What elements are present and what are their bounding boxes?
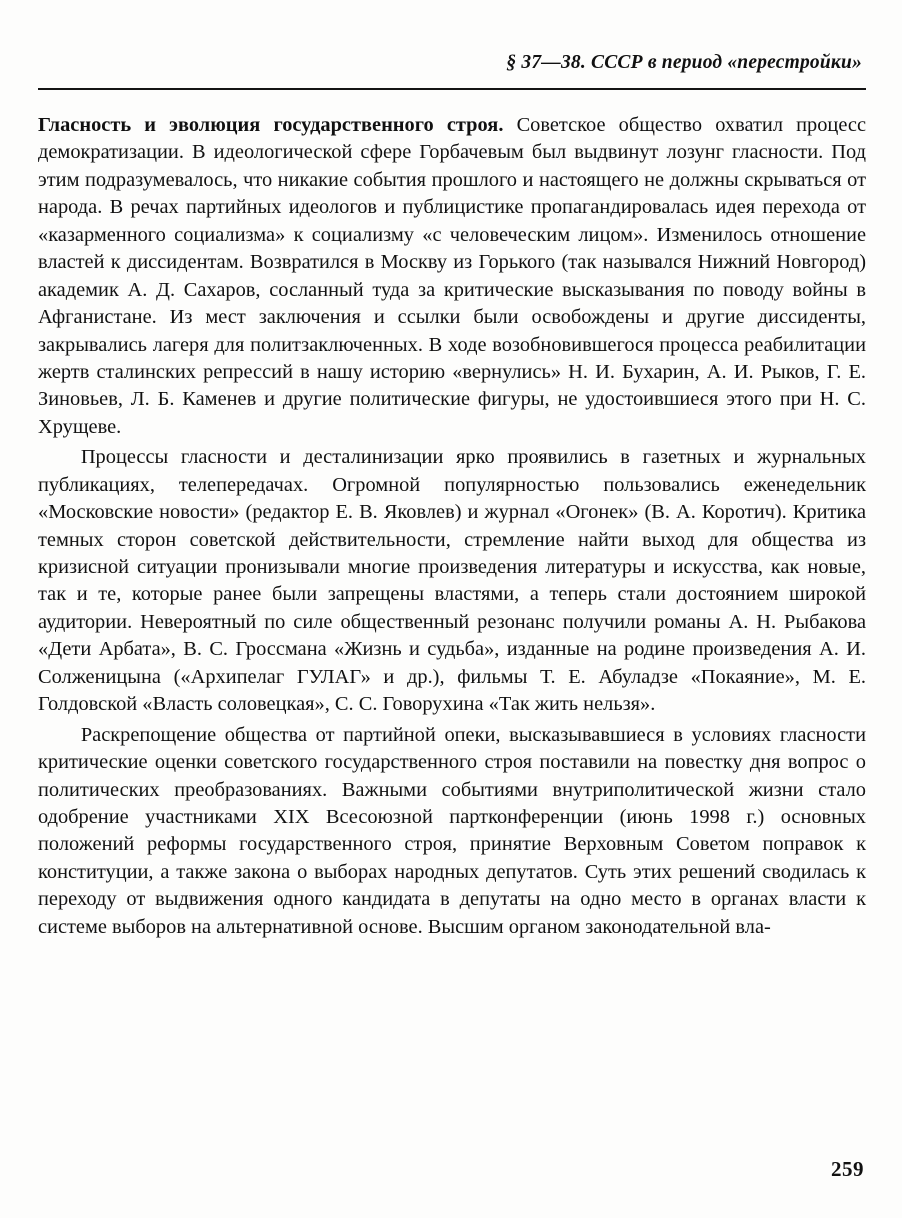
header-rule [38,88,866,90]
body-text [38,112,866,944]
paragraph-1 [38,112,866,441]
paragraph-2: Процессы гласности и десталинизации ярко проявились в газетных и журнальных публикациях, телепередачах. Огромной популярностью пользовались еженедельник «Московские новости» (редактор Е. В. Яковлев) и журнал «Огонек» (В. А. Коротич). Критика темных сторон советской действительности, стремление найти выход для общества из кризисной ситуации пронизывали многие произведения литературы и искусства, как новые, так и те, которые ранее были запрещены властями, а теперь стали достоянием широкой аудитории. Невероятный по силе общественный резонанс получили романы А. Н. Рыбакова «Дети Арбата», В. С. Гроссмана «Жизнь и судьба», изданные на родине произведения А. И. Солженицына («Архипелаг ГУЛАГ» и др.), фильмы Т. Е. Абуладзе «Покаяние», М. Е. Голдовской «Власть соловецкая», С. С. Говорухина «Так жить нельзя». [38,446,866,716]
paragraph-3: Раскрепощение общества от партийной опеки, высказывавшиеся в условиях гласности критические оценки советского государственного строя поставили на повестку дня вопрос о политических преобразованиях. Важными событиями внутриполитической жизни стало одобрение участниками XIX Всесоюзной партконференции (июнь 1998 г.) основных положений реформы государственного строя, принятие Верховным Советом поправок к конституции, а также закона о выборах народных депутатов. Суть этих решений сводилась к переходу от выдвижения одного кандидата в депутаты на одно место в органах власти к системе выборов на альтернативной основе. Высшим органом законодательной вла- [38,723,866,938]
running-head: § 37—38. СССР в период «перестройки» [506,52,862,73]
paragraph-1-text: Советское общество охватил процесс демократизации. В идеологической сфере Горбачевым был выдвинут лозунг гласности. Под этим подразумевалось, что никакие события прошлого и настоящего не должны скрываться от народа. В речах партийных идеологов и публицистике пропагандировалась идея перехода от «казарменного социализма» к социализму «с человеческим лицом». Изменилось отношение властей к диссидентам. Возвратился в Москву из Горького (так назывался Нижний Новгород) академик А. Д. Сахаров, сосланный туда за критические высказывания по поводу войны в Афганистане. Из мест заключения и ссылки были освобождены и другие диссиденты, закрывались лагеря для политзаключенных. В ходе возобновившегося процесса реабилитации жертв сталинских репрессий в нашу историю «вернулись» Н. И. Бухарин, А. И. Рыков, Г. Е. Зиновьев, Л. Б. Каменев и другие политические фигуры, не удостоившиеся этого при Н. С. Хрущеве. [38,114,866,438]
page-number: 259 [831,1157,864,1181]
paragraph-1-lead-in: Гласность и эволюция государственного строя. [38,114,504,136]
